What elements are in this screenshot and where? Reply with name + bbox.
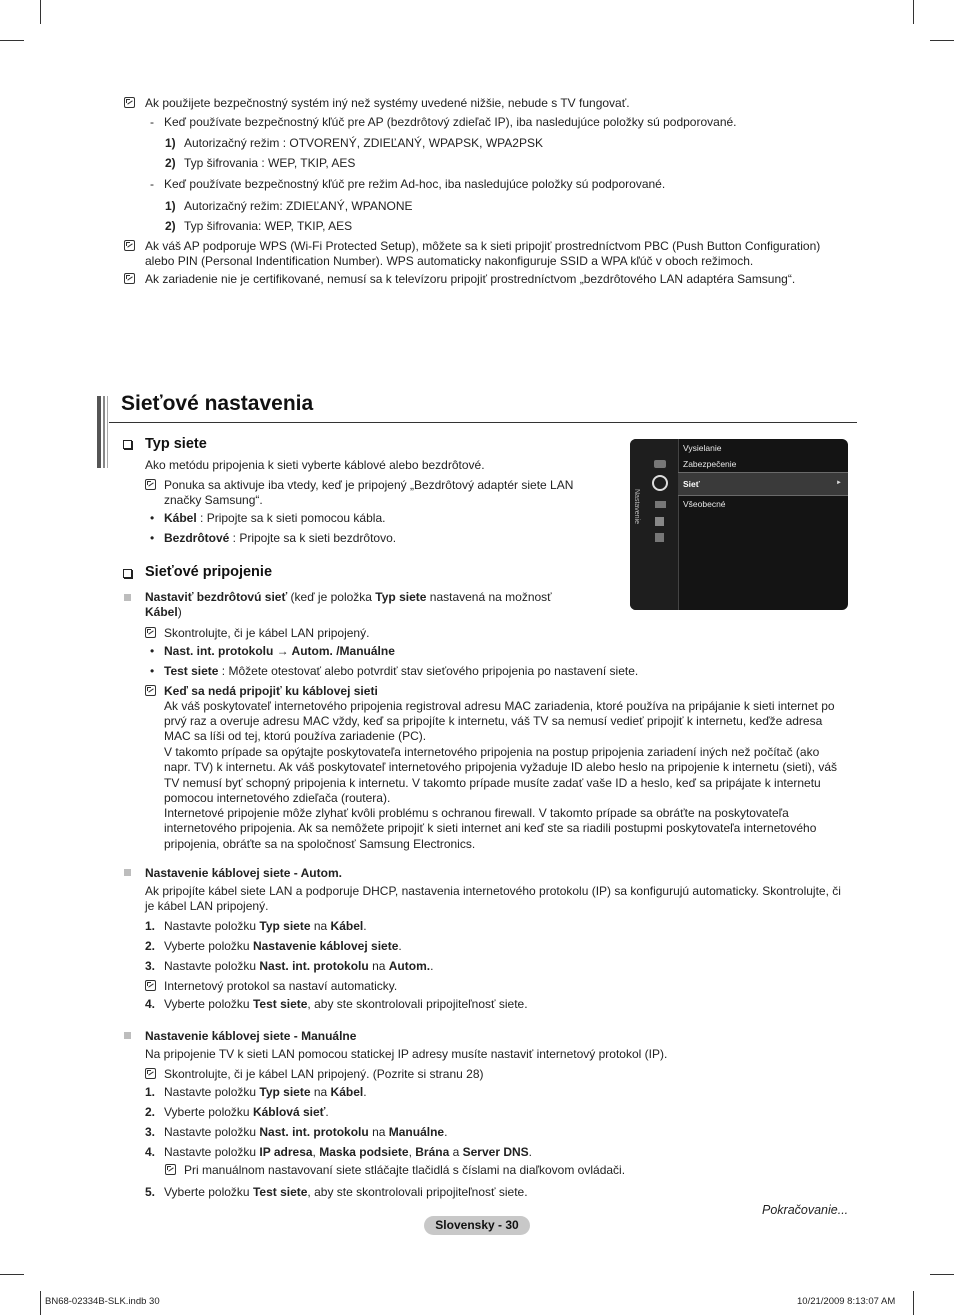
crop-mark (40, 0, 41, 24)
note-heading: Keď sa nedá pripojiť ku káblovej sieti (164, 684, 378, 698)
list-item: Autorizačný režim : OTVORENÝ, ZDIEĽANÝ, WPAPSK, WPA2PSK (184, 136, 543, 150)
bullet: • (150, 664, 155, 678)
section-bullet (123, 569, 132, 578)
crop-mark (0, 40, 24, 41)
paragraph: Ak pripojíte kábel siete LAN a podporuje DHCP, nastavenia internetového protokolu (IP) sa konfigurujú automaticky. Skontrolujte, či (145, 884, 841, 898)
tv-menu-item: Zabezpečenie (683, 459, 737, 469)
step-text: Vyberte položku Nastavenie káblovej siete. (164, 939, 402, 953)
crop-mark (913, 0, 914, 24)
grey-bullet (124, 1032, 131, 1039)
page-number-badge: Slovensky - 30 (424, 1216, 530, 1235)
note-text: Skontrolujte, či je kábel LAN pripojený. (Pozrite si stranu 28) (164, 1067, 484, 1081)
crop-mark (0, 1274, 24, 1275)
bullet: • (150, 511, 155, 525)
step-text: Nastavte položku Typ siete na Kábel. (164, 919, 367, 933)
note-icon (124, 97, 135, 108)
note-icon (145, 1068, 156, 1079)
picture-icon (654, 460, 666, 468)
arrow-right-icon: ► (836, 480, 842, 486)
gear-icon (652, 475, 668, 491)
paragraph: je kábel LAN pripojený. (145, 899, 269, 913)
bullet: • (150, 531, 155, 545)
note-icon (124, 240, 135, 251)
list-number: 2) (165, 219, 176, 233)
note-line: napr. TV) k internetu. Ak váš poskytovateľ internetového pripojenia vyžaduje ID alebo heslo na pripojenie k internetu (sieti), váš (164, 760, 837, 774)
list-number: 1) (165, 136, 176, 150)
note-text: Pri manuálnom nastavovaní siete stláčajte tlačidlá s číslami na diaľkovom ovládači. (184, 1163, 626, 1177)
paragraph: Nastaviť bezdrôtovú sieť (keď je položka Typ siete nastavená na možnosť (145, 590, 552, 604)
bullet-text: Kábel : Pripojte sa k sieti pomocou kábla. (164, 511, 386, 525)
subheading: Nastavenie káblovej siete - Manuálne (145, 1029, 357, 1043)
page-title: Sieťové nastavenia (121, 392, 314, 415)
note-text: alebo PIN (Personal Indentification Number). WPS automaticky nakonfiguruje SSID a WPA kľúč v oboch režimoch. (145, 254, 754, 268)
title-rule (109, 422, 857, 423)
subheading: Nastavenie káblovej siete - Autom. (145, 866, 342, 880)
step-text: Nastavte položku Nast. int. protokolu na Autom.. (164, 959, 434, 973)
tv-menu-side-label: Nastavenie (633, 489, 640, 525)
step-number: 4. (145, 1145, 156, 1159)
step-number: 3. (145, 1125, 156, 1139)
note-icon (145, 479, 156, 490)
crop-mark (40, 1291, 41, 1315)
section-heading: Typ siete (145, 436, 207, 452)
note-icon (124, 273, 135, 284)
note-icon (165, 1164, 176, 1175)
title-bar (107, 396, 108, 468)
bullet: • (150, 644, 155, 658)
step-text: Vyberte položku Test siete, aby ste skontrolovali pripojiteľnosť siete. (164, 997, 528, 1011)
note-text: Internetový protokol sa nastaví automaticky. (164, 979, 398, 993)
note-text: Ponuka sa aktivuje iba vtedy, keď je pripojený „Bezdrôtový adaptér siete LAN (164, 478, 574, 492)
divider (678, 439, 679, 610)
tv-menu-highlight (678, 472, 848, 496)
bullet-text: Test siete : Môžete otestovať alebo potvrdiť stav sieťového pripojenia po nastavení siete. (164, 664, 639, 678)
note-line: Internetové pripojenie môže zlyhať kvôli problému s ochranou firewall. V takomto prípade sa obráťte na poskytovateľa (164, 806, 789, 820)
step-text: Vyberte položku Káblová sieť. (164, 1105, 329, 1119)
note-text: Ak použijete bezpečnostný systém iný než systémy uvedené nižšie, nebude s TV fungovať. (145, 96, 630, 110)
crop-mark (913, 1291, 914, 1315)
dash-text: Keď používate bezpečnostný kľúč pre režim Ad-hoc, iba nasledujúce položky sú podporované. (164, 177, 666, 191)
note-icon (145, 980, 156, 991)
dash-text: Keď používate bezpečnostný kľúč pre AP (bezdrôtový zdieľač IP), iba nasledujúce položky sú podporované. (164, 115, 737, 129)
note-line: V takomto prípade sa opýtajte poskytovateľa internetového pripojenia na postup pripojenia zariadení iných než počítač (ako (164, 745, 820, 759)
note-text: Ak zariadenie nie je certifikované, nemusí sa k televízoru pripojiť prostredníctvom „bezdrôtového LAN adaptéra Samsung“. (145, 272, 796, 286)
paragraph: Ako metódu pripojenia k sieti vyberte káblové alebo bezdrôtové. (145, 458, 485, 472)
continue-label: Pokračovanie... (762, 1203, 849, 1217)
bullet-text: Nast. int. protokolu → Autom. /Manuálne (164, 644, 395, 658)
dash-marker: - (150, 177, 154, 191)
note-line: prvý raz a overuje adresu MAC vždy, keď sa pripojíte k internetu, váš TV sa nemusí vedieť pripojiť k internetu, keďže adresa (164, 714, 823, 728)
grey-bullet (124, 594, 131, 601)
step-number: 4. (145, 997, 156, 1011)
step-number: 5. (145, 1185, 156, 1199)
tv-menu-item-selected: Sieť (683, 479, 700, 489)
note-line: MAC sa líši od tej, ktorú používa zariadenie (PC). (164, 729, 427, 743)
title-bar (97, 396, 101, 468)
grey-bullet (124, 869, 131, 876)
list-item: Typ šifrovania: WEP, TKIP, AES (184, 219, 353, 233)
note-line: TV nemusí byť schopný pripojenia k internetu. V takomto prípade musíte zadať vaše ID a heslo, keď sa pripájate k internetu (164, 776, 821, 790)
note-line: internetového pripojenia. Ak sa nemôžete pripojiť k sieti internet ani keď ste sa riadili postupmi poskytovateľa internetového (164, 821, 817, 835)
crop-mark (930, 1274, 954, 1275)
list-item: Autorizačný režim: ZDIEĽANÝ, WPANONE (184, 199, 413, 213)
step-number: 1. (145, 1085, 156, 1099)
support-icon (655, 533, 664, 542)
step-text: Nastavte položku Nast. int. protokolu na Manuálne. (164, 1125, 448, 1139)
list-item: Typ šifrovania : WEP, TKIP, AES (184, 156, 356, 170)
setup-icon (655, 517, 664, 526)
note-icon (145, 627, 156, 638)
tv-menu-screenshot (630, 439, 848, 610)
step-text: Nastavte položku IP adresa, Maska podsiete, Brána a Server DNS. (164, 1145, 533, 1159)
note-line: pripojenia, obráťte sa na spoločnosť Samsung Electronics. (164, 837, 476, 851)
section-bullet (123, 440, 132, 449)
tv-menu-item: Všeobecné (683, 499, 726, 509)
step-number: 3. (145, 959, 156, 973)
note-icon (145, 685, 156, 696)
title-bar (103, 396, 105, 468)
bullet-text: Bezdrôtové : Pripojte sa k sieti bezdrôtovo. (164, 531, 397, 545)
note-text: Skontrolujte, či je kábel LAN pripojený. (164, 626, 370, 640)
step-number: 1. (145, 919, 156, 933)
step-number: 2. (145, 939, 156, 953)
footer-file: BN68-02334B-SLK.indb 30 (45, 1296, 160, 1307)
note-text: Ak váš AP podporuje WPS (Wi-Fi Protected Setup), môžete sa k sieti pripojiť prostredníctvom PBC (Push Button Configuration) (145, 239, 821, 253)
paragraph: Na pripojenie TV k sieti LAN pomocou statickej IP adresy musíte nastaviť internetový protokol (IP). (145, 1047, 668, 1061)
step-text: Vyberte položku Test siete, aby ste skontrolovali pripojiteľnosť siete. (164, 1185, 528, 1199)
tv-menu-item: Vysielanie (683, 443, 722, 453)
list-number: 2) (165, 156, 176, 170)
dash-marker: - (150, 115, 154, 129)
note-line: Ak váš poskytovateľ internetového pripojenia registroval adresu MAC zariadenia, ktoré používa na pripájanie k sieti internet po (164, 699, 835, 713)
note-text: značky Samsung“. (164, 493, 263, 507)
step-number: 2. (145, 1105, 156, 1119)
section-heading: Sieťové pripojenie (145, 564, 273, 580)
step-text: Nastavte položku Typ siete na Kábel. (164, 1085, 367, 1099)
footer-timestamp: 10/21/2009 8:13:07 AM (797, 1296, 896, 1307)
crop-mark (930, 40, 954, 41)
paragraph: Kábel) (145, 605, 182, 619)
list-number: 1) (165, 199, 176, 213)
channel-icon (655, 501, 666, 508)
note-line: pomocou internetového zdieľača (routera). (164, 791, 391, 805)
